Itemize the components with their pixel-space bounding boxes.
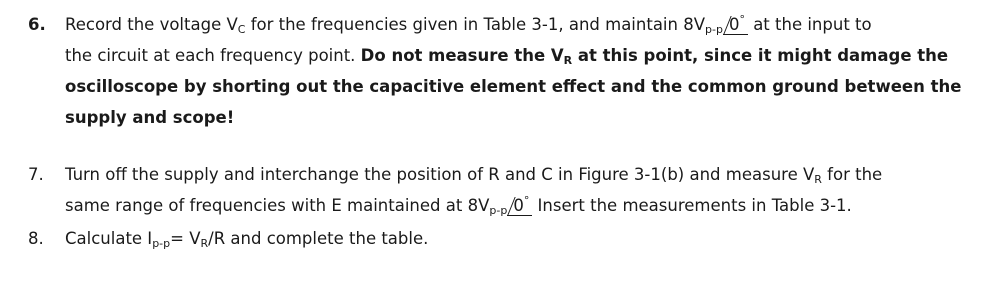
step-7-line-2	[65, 195, 852, 217]
step-6-line-2	[65, 45, 948, 67]
subscript: p-p	[705, 23, 723, 36]
step-7-line-1	[65, 164, 882, 186]
step-6-line-3: oscilloscope by shorting out the capacitive element effect and the common ground between the	[65, 77, 962, 96]
angle-value: 0	[513, 196, 524, 215]
text: for the	[821, 165, 883, 184]
phase-angle	[723, 13, 748, 35]
step-8-line-1	[65, 228, 428, 250]
text: Insert the measurements in Table 3-1.	[532, 196, 852, 215]
text: /R and complete the table.	[208, 229, 429, 248]
subscript: R	[563, 54, 573, 67]
text: the circuit at each frequency point.	[65, 46, 361, 65]
subscript: R	[814, 173, 822, 186]
degree-symbol: °	[739, 13, 745, 26]
angle-value: 0	[728, 15, 740, 34]
step-number: 6.	[28, 15, 46, 34]
step-number: 8.	[28, 229, 44, 248]
subscript: C	[237, 23, 246, 36]
text: same range of frequencies with E maintained at 8V	[65, 196, 490, 215]
warning-text: at this point, since it might damage the	[572, 46, 949, 65]
step-6-line-4: supply and scope!	[65, 108, 235, 127]
step-number: 7.	[28, 165, 44, 184]
text: at the input to	[747, 15, 872, 34]
step-6-line-1	[65, 14, 872, 36]
subscript: R	[200, 237, 209, 250]
text: = V	[170, 229, 201, 248]
phase-angle	[507, 194, 532, 216]
text: Calculate I	[65, 229, 153, 248]
text: Turn off the supply and interchange the position of R and C in Figure 3-1(b) and measure V	[65, 165, 815, 184]
degree-symbol: °	[523, 194, 530, 207]
warning-text: Do not measure the V	[360, 46, 564, 65]
text: Record the voltage V	[65, 15, 238, 34]
subscript: p-p	[489, 204, 508, 217]
subscript: p-p	[152, 237, 171, 250]
text: for the frequencies given in Table 3-1, and maintain 8V	[245, 15, 706, 34]
